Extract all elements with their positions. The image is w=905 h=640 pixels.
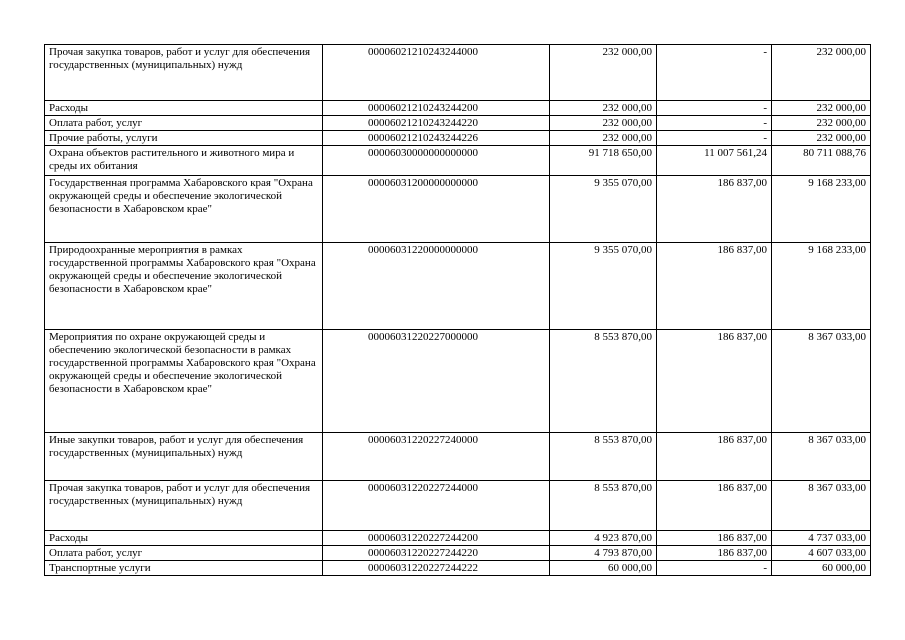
table-row (45, 101, 871, 116)
row-approved: 8 553 870,00 (550, 433, 657, 481)
row-approved: 4 923 870,00 (550, 531, 657, 546)
row-remaining: 60 000,00 (772, 561, 871, 576)
row-remaining: 8 367 033,00 (772, 481, 871, 531)
table-row (45, 243, 871, 330)
row-name: Расходы (45, 101, 323, 116)
row-executed: 186 837,00 (657, 531, 772, 546)
row-code: 00006021210243244200 (323, 101, 550, 116)
row-executed: - (657, 131, 772, 146)
row-remaining: 8 367 033,00 (772, 433, 871, 481)
row-name: Прочая закупка товаров, работ и услуг для обеспечения государственных (муниципальных) нужд (45, 481, 323, 531)
row-name: Оплата работ, услуг (45, 546, 323, 561)
row-name: Мероприятия по охране окружающей среды и обеспечению экологической безопасности в рамках государственной программы Хабаровского края "Охрана окружающей среды и обеспечение экологической безопасности в Хабаровском крае" (45, 330, 323, 433)
row-code: 00006031220227240000 (323, 433, 550, 481)
row-approved: 9 355 070,00 (550, 243, 657, 330)
budget-report-page (44, 44, 871, 576)
row-executed: - (657, 116, 772, 131)
row-approved: 232 000,00 (550, 131, 657, 146)
row-code: 00006030000000000000 (323, 146, 550, 176)
row-approved: 8 553 870,00 (550, 481, 657, 531)
row-remaining: 9 168 233,00 (772, 243, 871, 330)
row-executed: - (657, 45, 772, 101)
row-name: Транспортные услуги (45, 561, 323, 576)
row-code: 00006031220227244220 (323, 546, 550, 561)
table-row (45, 481, 871, 531)
row-remaining: 232 000,00 (772, 101, 871, 116)
row-approved: 60 000,00 (550, 561, 657, 576)
row-remaining: 232 000,00 (772, 116, 871, 131)
row-name: Иные закупки товаров, работ и услуг для обеспечения государственных (муниципальных) нужд (45, 433, 323, 481)
table-row (45, 546, 871, 561)
budget-execution-table (44, 44, 871, 576)
row-remaining: 4 607 033,00 (772, 546, 871, 561)
row-name: Прочая закупка товаров, работ и услуг для обеспечения государственных (муниципальных) нужд (45, 45, 323, 101)
row-name: Оплата работ, услуг (45, 116, 323, 131)
row-remaining: 4 737 033,00 (772, 531, 871, 546)
row-executed: 186 837,00 (657, 481, 772, 531)
row-remaining: 9 168 233,00 (772, 176, 871, 243)
row-code: 00006031220227244222 (323, 561, 550, 576)
table-row (45, 433, 871, 481)
row-code: 00006031220227244200 (323, 531, 550, 546)
row-executed: - (657, 561, 772, 576)
row-approved: 91 718 650,00 (550, 146, 657, 176)
row-executed: 186 837,00 (657, 330, 772, 433)
row-name: Природоохранные мероприятия в рамках государственной программы Хабаровского края "Охрана окружающей среды и обеспечение экологической безопасности в Хабаровском крае" (45, 243, 323, 330)
row-remaining: 232 000,00 (772, 131, 871, 146)
row-approved: 9 355 070,00 (550, 176, 657, 243)
table-row (45, 330, 871, 433)
row-executed: 186 837,00 (657, 433, 772, 481)
row-executed: 186 837,00 (657, 546, 772, 561)
row-code: 00006031220000000000 (323, 243, 550, 330)
row-name: Расходы (45, 531, 323, 546)
row-remaining: 8 367 033,00 (772, 330, 871, 433)
row-approved: 4 793 870,00 (550, 546, 657, 561)
row-executed: 186 837,00 (657, 176, 772, 243)
table-row (45, 131, 871, 146)
table-row (45, 176, 871, 243)
row-code: 00006021210243244000 (323, 45, 550, 101)
row-remaining: 232 000,00 (772, 45, 871, 101)
row-code: 00006031200000000000 (323, 176, 550, 243)
table-row (45, 45, 871, 101)
table-row (45, 561, 871, 576)
row-code: 00006031220227244000 (323, 481, 550, 531)
row-approved: 232 000,00 (550, 45, 657, 101)
table-row (45, 531, 871, 546)
row-executed: 186 837,00 (657, 243, 772, 330)
row-executed: - (657, 101, 772, 116)
row-code: 00006021210243244220 (323, 116, 550, 131)
table-row (45, 146, 871, 176)
row-executed: 11 007 561,24 (657, 146, 772, 176)
row-name: Прочие работы, услуги (45, 131, 323, 146)
row-code: 00006021210243244226 (323, 131, 550, 146)
row-name: Охрана объектов растительного и животного мира и среды их обитания (45, 146, 323, 176)
row-approved: 8 553 870,00 (550, 330, 657, 433)
row-code: 00006031220227000000 (323, 330, 550, 433)
table-row (45, 116, 871, 131)
row-remaining: 80 711 088,76 (772, 146, 871, 176)
row-approved: 232 000,00 (550, 101, 657, 116)
row-name: Государственная программа Хабаровского края "Охрана окружающей среды и обеспечение экологической безопасности в Хабаровском крае" (45, 176, 323, 243)
row-approved: 232 000,00 (550, 116, 657, 131)
